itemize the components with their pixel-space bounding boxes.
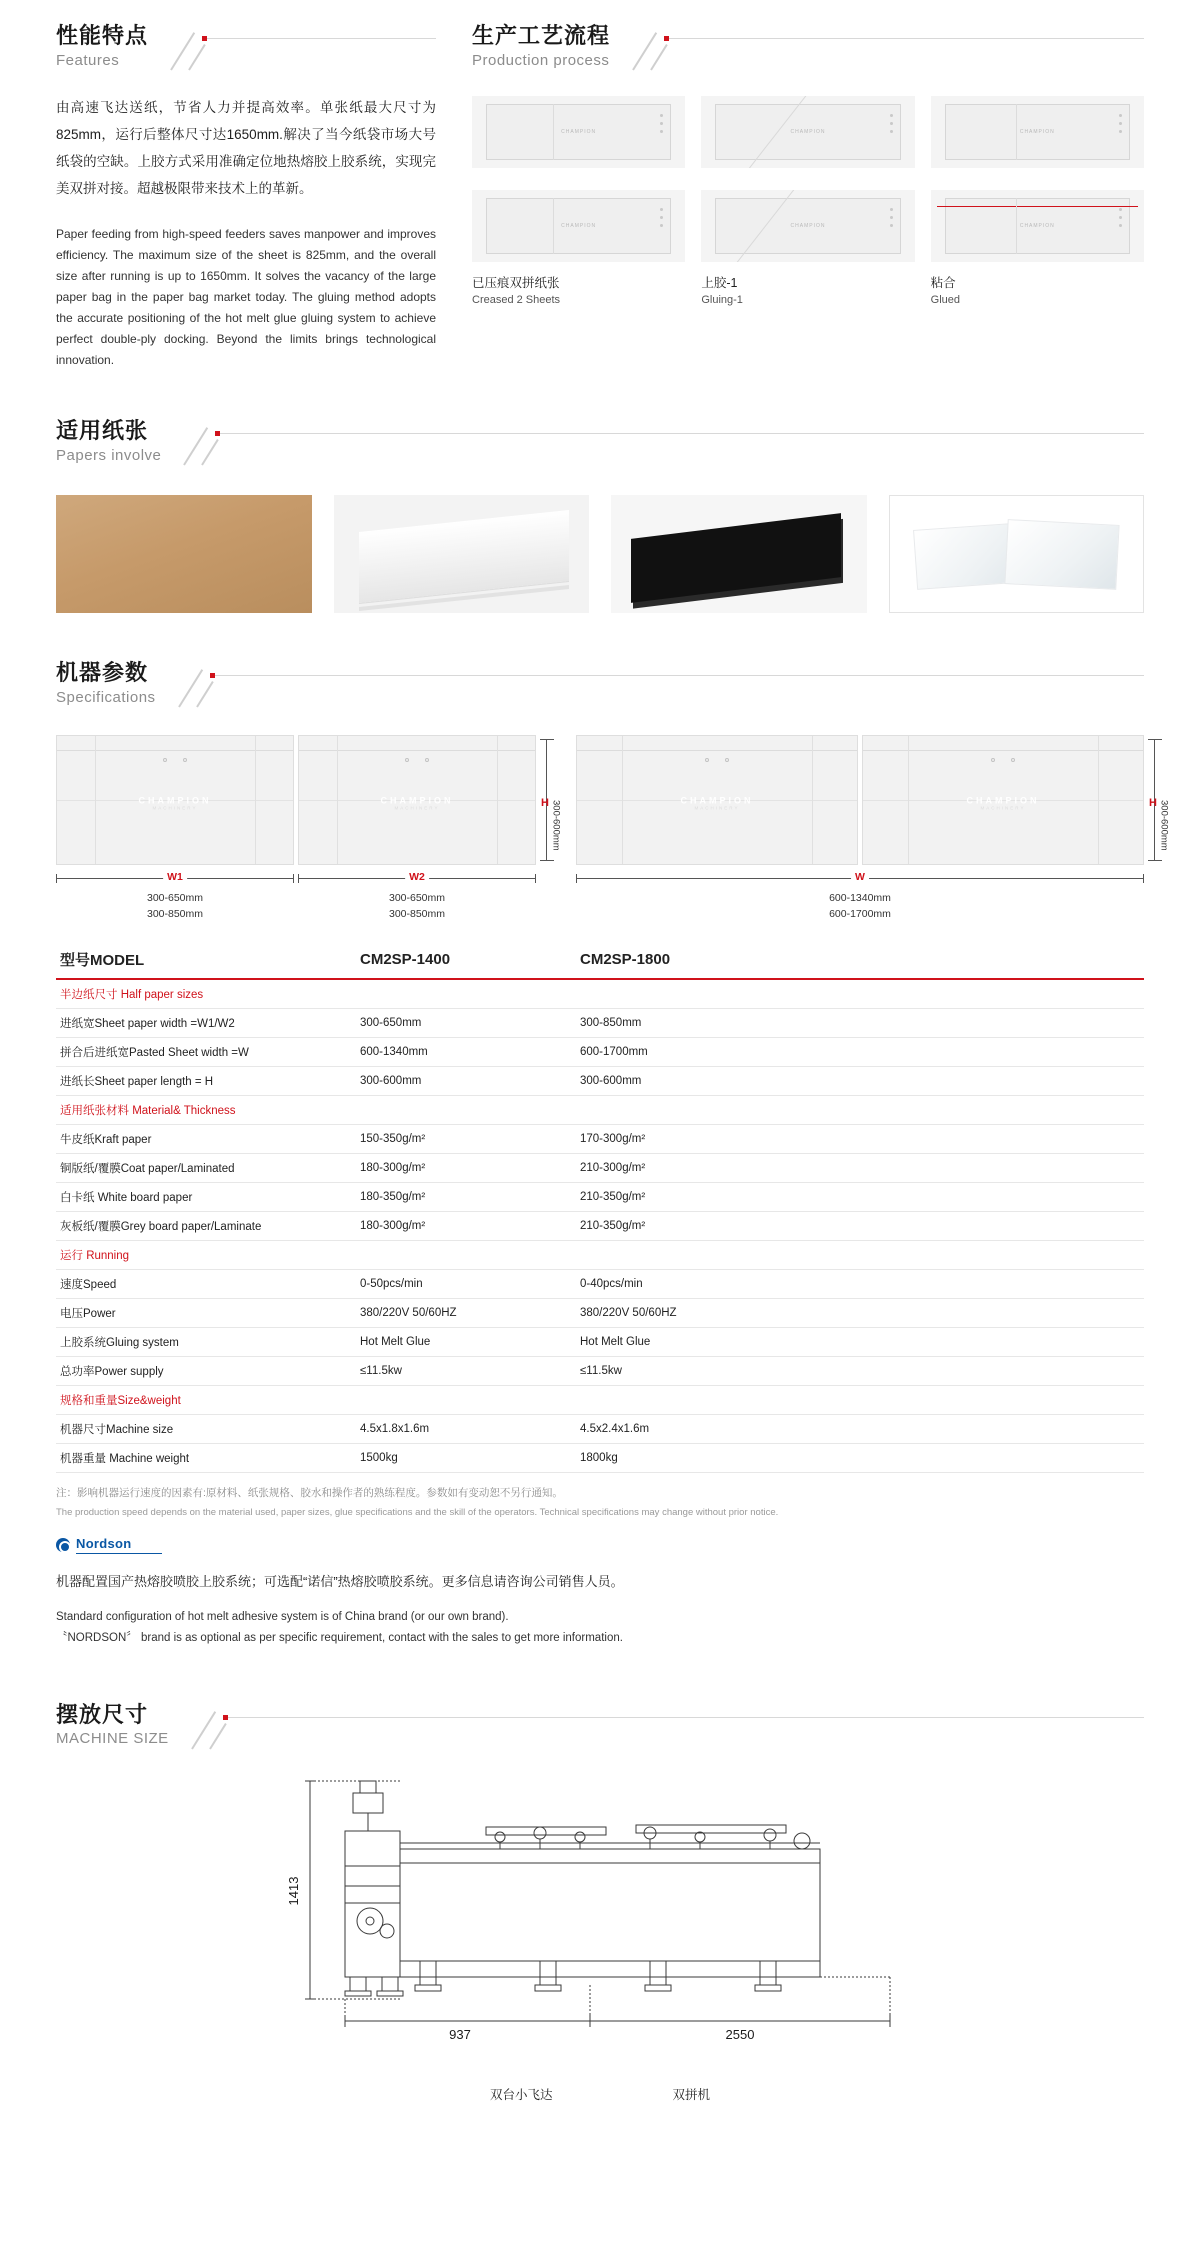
hole-dots-icon [405, 758, 429, 762]
table-cell-1800: 210-300g/m² [576, 1153, 1144, 1182]
table-cell-label: 灰板纸/覆膜Grey board paper/Laminate [56, 1211, 356, 1240]
table-group-row [56, 1385, 1144, 1414]
red-dot-icon [223, 1715, 228, 1720]
table-footnote [56, 1485, 1144, 1521]
red-dot-icon [664, 36, 669, 41]
table-cell-label: 白卡纸 White board paper [56, 1182, 356, 1211]
hole-dots-icon [1119, 208, 1122, 232]
bag-logo-line2: MACHINERY [394, 805, 440, 811]
machine-layout-drawing [56, 1771, 1144, 2071]
specifications-table [56, 941, 1144, 1473]
glue-note-cn: 机器配置国产热熔胶喷胶上胶系统；可选配“诺信”热熔胶喷胶系统。更多信息请咨询公司销售人员。 [56, 1574, 624, 1590]
bag-logo-line2: MACHINERY [980, 805, 1026, 811]
machine-size-heading-decor [179, 1701, 1144, 1753]
bag-logo-line1: CHAMPION [380, 795, 454, 806]
table-cell-label: 机器尺寸Machine size [56, 1414, 356, 1443]
process-title-cn: 生产工艺流程 [472, 23, 611, 48]
process-caption-en: Creased 2 Sheets [472, 293, 561, 306]
machine-size-heading [56, 1701, 1144, 1753]
w-label: W [851, 871, 869, 883]
bag-brand-label: CHAMPION [790, 223, 826, 229]
table-cell-1800: 210-350g/m² [576, 1211, 1144, 1240]
process-captions [472, 274, 1144, 309]
paper-sample-glossy [889, 495, 1145, 613]
height-label-right: H [1149, 797, 1157, 810]
table-cell-label: 机器重量 Machine weight [56, 1443, 356, 1472]
table-row [56, 1298, 1144, 1327]
slash-decor-icon [202, 439, 220, 466]
bag-panel-w1 [56, 735, 294, 865]
process-column [472, 22, 1144, 371]
height-value-right: 300-600mm [1158, 800, 1170, 851]
process-caption-3 [931, 274, 1144, 309]
heading-rule [217, 433, 1144, 434]
process-image-gluing-2 [701, 190, 914, 262]
bag-logo [381, 795, 454, 810]
bag-brand-label: CHAMPION [1019, 223, 1055, 229]
w2-value-2: 300-850mm [388, 907, 446, 920]
table-row [56, 1356, 1144, 1385]
specs-title-en: Specifications [56, 688, 156, 706]
slash-decor-icon [650, 44, 668, 71]
machine-size-title-cn: 摆放尺寸 [56, 1701, 149, 1727]
table-header-model: 型号MODEL [56, 941, 356, 979]
process-heading [472, 22, 1144, 74]
table-row [56, 1037, 1144, 1066]
height-value-left: 300-600mm [550, 800, 562, 851]
table-cell-1800: 0-40pcs/min [576, 1269, 1144, 1298]
table-cell-label: 拼合后进纸宽Pasted Sheet width =W [56, 1037, 356, 1066]
table-group-label: 适用纸张材料 Material& Thickness [56, 1095, 1144, 1124]
heading-rule [212, 675, 1144, 676]
table-cell-1800: 300-850mm [576, 1008, 1144, 1037]
slash-decor-icon [196, 681, 214, 708]
bag-logo-line2: MACHINERY [152, 805, 198, 811]
machine-caption-machine: 双拼机 [672, 2087, 711, 2102]
features-body-cn: 由高速飞达送纸，节省人力并提高效率。单张纸最大尺寸为825mm，运行后整体尺寸达1650mm.解决了当今纸袋市场大号纸袋的空缺。上胶方式采用准确定位地热熔胶上胶系统，实现完美双拼对接。超越极限带来技术上的革新。 [56, 100, 436, 196]
bag-brand-label: CHAMPION [1019, 129, 1055, 135]
papers-title-cn: 适用纸张 [56, 418, 149, 443]
bag-brand-label: CHAMPION [561, 223, 597, 229]
table-cell-1800: 210-350g/m² [576, 1182, 1144, 1211]
table-cell-1800: Hot Melt Glue [576, 1327, 1144, 1356]
bag-brand-label: CHAMPION [790, 129, 826, 135]
w2-label: W2 [405, 871, 429, 883]
features-title-en: Features [56, 51, 120, 69]
machine-caption-feeder: 双台小飞达 [489, 2087, 553, 2102]
bag-panel-w-left [576, 735, 858, 865]
process-image-glued-2 [931, 190, 1144, 262]
svg-text:937: 937 [449, 2026, 471, 2042]
specs-title-cn: 机器参数 [56, 660, 149, 685]
glue-note-en-line1: Standard configuration of hot melt adhesive system is of China brand (or our own brand). [56, 1611, 509, 1624]
slash-decor-icon [188, 44, 206, 71]
table-row [56, 1414, 1144, 1443]
table-header-model-1800: CM2SP-1800 [576, 941, 1144, 979]
svg-text:2550: 2550 [725, 2026, 755, 2042]
process-caption-en: Glued [930, 293, 961, 306]
table-cell-label: 铜版纸/覆膜Coat paper/Laminated [56, 1153, 356, 1182]
hole-dots-icon [1119, 114, 1122, 138]
process-thumbnails-row1 [472, 96, 1144, 168]
table-group-label: 半边纸尺寸 Half paper sizes [56, 979, 1144, 1009]
table-cell-1400: 0-50pcs/min [356, 1269, 576, 1298]
process-image-gluing [701, 96, 914, 168]
table-group-row [56, 1095, 1144, 1124]
process-thumbnails-row2 [472, 190, 1144, 262]
diagram-half-sheets [56, 735, 562, 923]
bag-logo [681, 795, 754, 810]
heading-rule [225, 1717, 1144, 1718]
paper-samples [56, 495, 1144, 613]
features-body-en: Paper feeding from high-speed feeders saves manpower and improves efficiency. The maximum size of the sheet is 825mm, and the overall size after running is up to 1650mm. It solves the vacancy of the large paper bag in the paper bag market today. The gluing method adopts the accurate positioning of the hot melt glue gluing system to achieve perfect double-ply docking. Beyond the limits brings technological innovation. [56, 227, 436, 367]
features-heading [56, 22, 436, 74]
table-row [56, 1211, 1144, 1240]
heading-rule [204, 38, 436, 39]
machine-size-section [0, 1701, 1200, 2103]
table-cell-1800: ≤11.5kw [576, 1356, 1144, 1385]
table-row [56, 1443, 1144, 1472]
table-cell-label: 进纸长Sheet paper length = H [56, 1066, 356, 1095]
red-dot-icon [210, 673, 215, 678]
w2-value-1: 300-650mm [388, 892, 446, 904]
process-caption-en: Gluing-1 [701, 293, 743, 306]
process-image-glued [931, 96, 1144, 168]
bag-logo-line2: MACHINERY [694, 805, 740, 811]
table-cell-1400: 1500kg [356, 1443, 576, 1472]
paper-sample-kraft [56, 495, 312, 613]
table-cell-label: 总功率Power supply [56, 1356, 356, 1385]
bag-logo [967, 795, 1040, 810]
footnote-en: The production speed depends on the material used, paper sizes, glue specifications and the skill of the operators. Technical specifications may change without prior notice. [56, 1507, 779, 1519]
bag-panel-w2 [298, 735, 536, 865]
table-row [56, 1153, 1144, 1182]
hole-dots-icon [890, 208, 893, 232]
table-cell-1400: 180-300g/m² [356, 1211, 576, 1240]
nordson-mark-icon [56, 1538, 70, 1552]
glue-note-en-line2: 〝NORDSON〞 brand is as optional as per specific requirement, contact with the sales to get more information. [56, 1631, 623, 1644]
table-cell-1800: 1800kg [576, 1443, 1144, 1472]
table-group-row [56, 1240, 1144, 1269]
table-cell-label: 牛皮纸Kraft paper [56, 1124, 356, 1153]
w-value-1: 600-1340mm [829, 892, 891, 904]
table-cell-1400: 300-650mm [356, 1008, 576, 1037]
table-cell-1400: 150-350g/m² [356, 1124, 576, 1153]
specifications-section [0, 659, 1200, 1649]
hole-dots-icon [991, 758, 1015, 762]
table-cell-1400: Hot Melt Glue [356, 1327, 576, 1356]
svg-text:1413: 1413 [286, 1876, 301, 1906]
table-row [56, 1269, 1144, 1298]
w1-value-1: 300-650mm [146, 892, 204, 904]
table-cell-1800: 170-300g/m² [576, 1124, 1144, 1153]
w2-dimension [298, 871, 536, 885]
table-cell-1800: 600-1700mm [576, 1037, 1144, 1066]
height-label-left: H [541, 797, 549, 810]
bag-dimension-diagrams [56, 735, 1170, 923]
table-row [56, 1182, 1144, 1211]
hole-dots-icon [890, 114, 893, 138]
papers-title-en: Papers involve [56, 446, 162, 464]
features-title-cn: 性能特点 [56, 23, 149, 48]
red-dot-icon [202, 36, 207, 41]
table-group-label: 规格和重量Size&weight [56, 1385, 1144, 1414]
slash-decor-icon [209, 1723, 227, 1750]
table-cell-1400: 4.5x1.8x1.6m [356, 1414, 576, 1443]
w-dimension [576, 871, 1144, 885]
hole-dots-icon [660, 208, 663, 232]
paper-sample-black-board [611, 495, 867, 613]
specs-heading-decor [166, 659, 1144, 711]
table-cell-1800: 300-600mm [576, 1066, 1144, 1095]
table-header-model-1400: CM2SP-1400 [356, 941, 576, 979]
process-caption-1 [472, 274, 685, 309]
red-dot-icon [215, 431, 220, 436]
w1-dimension [56, 871, 294, 885]
width-dimensions-left [56, 871, 536, 885]
table-row [56, 1124, 1144, 1153]
table-cell-1400: ≤11.5kw [356, 1356, 576, 1385]
table-header-row [56, 941, 1144, 979]
process-heading-decor [620, 22, 1144, 74]
papers-heading-decor [171, 417, 1144, 469]
features-column [56, 22, 436, 371]
specs-heading [56, 659, 1144, 711]
machine-drawing-svg [250, 1771, 950, 2051]
table-cell-1400: 380/220V 50/60HZ [356, 1298, 576, 1327]
table-row [56, 1008, 1144, 1037]
bag-logo-line1: CHAMPION [966, 795, 1040, 806]
hole-dots-icon [660, 114, 663, 138]
table-cell-1400: 300-600mm [356, 1066, 576, 1095]
table-cell-label: 速度Speed [56, 1269, 356, 1298]
nordson-label: Nordson [76, 1536, 132, 1552]
table-cell-1800: 4.5x2.4x1.6m [576, 1414, 1144, 1443]
diagram-pasted-sheet [576, 735, 1170, 923]
table-cell-1800: 380/220V 50/60HZ [576, 1298, 1144, 1327]
nordson-logo [56, 1536, 1144, 1554]
table-cell-label: 上胶系统Gluing system [56, 1327, 356, 1356]
table-cell-label: 进纸宽Sheet paper width =W1/W2 [56, 1008, 356, 1037]
glue-line-indicator [937, 206, 1138, 207]
top-section [0, 0, 1200, 371]
table-cell-1400: 180-300g/m² [356, 1153, 576, 1182]
w1-label: W1 [163, 871, 187, 883]
bag-logo-line1: CHAMPION [138, 795, 212, 806]
width-dimensions-right [576, 871, 1144, 885]
paper-sample-white-stack [334, 495, 590, 613]
process-title-en: Production process [472, 51, 610, 69]
features-heading-decor [158, 22, 436, 74]
process-caption-cn: 上胶-1 [701, 276, 738, 290]
papers-heading [56, 417, 1144, 469]
bag-logo [139, 795, 212, 810]
table-cell-1400: 180-350g/m² [356, 1182, 576, 1211]
w1-value-2: 300-850mm [146, 907, 204, 920]
table-row [56, 1066, 1144, 1095]
hole-dots-icon [705, 758, 729, 762]
glue-note-en [56, 1607, 1144, 1648]
table-row [56, 1327, 1144, 1356]
process-image-creased [472, 96, 685, 168]
process-caption-cn: 粘合 [930, 276, 956, 290]
bag-brand-label: CHAMPION [561, 129, 597, 135]
bag-logo-line1: CHAMPION [680, 795, 754, 806]
machine-size-captions [56, 2085, 1144, 2103]
papers-section [0, 417, 1200, 613]
process-image-creased-2 [472, 190, 685, 262]
heading-rule [666, 38, 1144, 39]
footnote-cn: 注：影响机器运行速度的因素有:原材料、纸张规格、胶水和操作者的熟练程度。参数如有变动恕不另行通知。 [56, 1486, 563, 1499]
table-group-label: 运行 Running [56, 1240, 1144, 1269]
table-cell-label: 电压Power [56, 1298, 356, 1327]
height-dimension-right [1146, 735, 1190, 865]
bag-panel-w-right [862, 735, 1144, 865]
table-cell-1400: 600-1340mm [356, 1037, 576, 1066]
w-value-2: 600-1700mm [829, 907, 891, 920]
process-caption-cn: 已压痕双拼纸张 [472, 276, 560, 290]
hole-dots-icon [163, 758, 187, 762]
process-caption-2 [701, 274, 914, 309]
table-group-row [56, 979, 1144, 1009]
machine-size-title-en: MACHINE SIZE [56, 1730, 169, 1748]
